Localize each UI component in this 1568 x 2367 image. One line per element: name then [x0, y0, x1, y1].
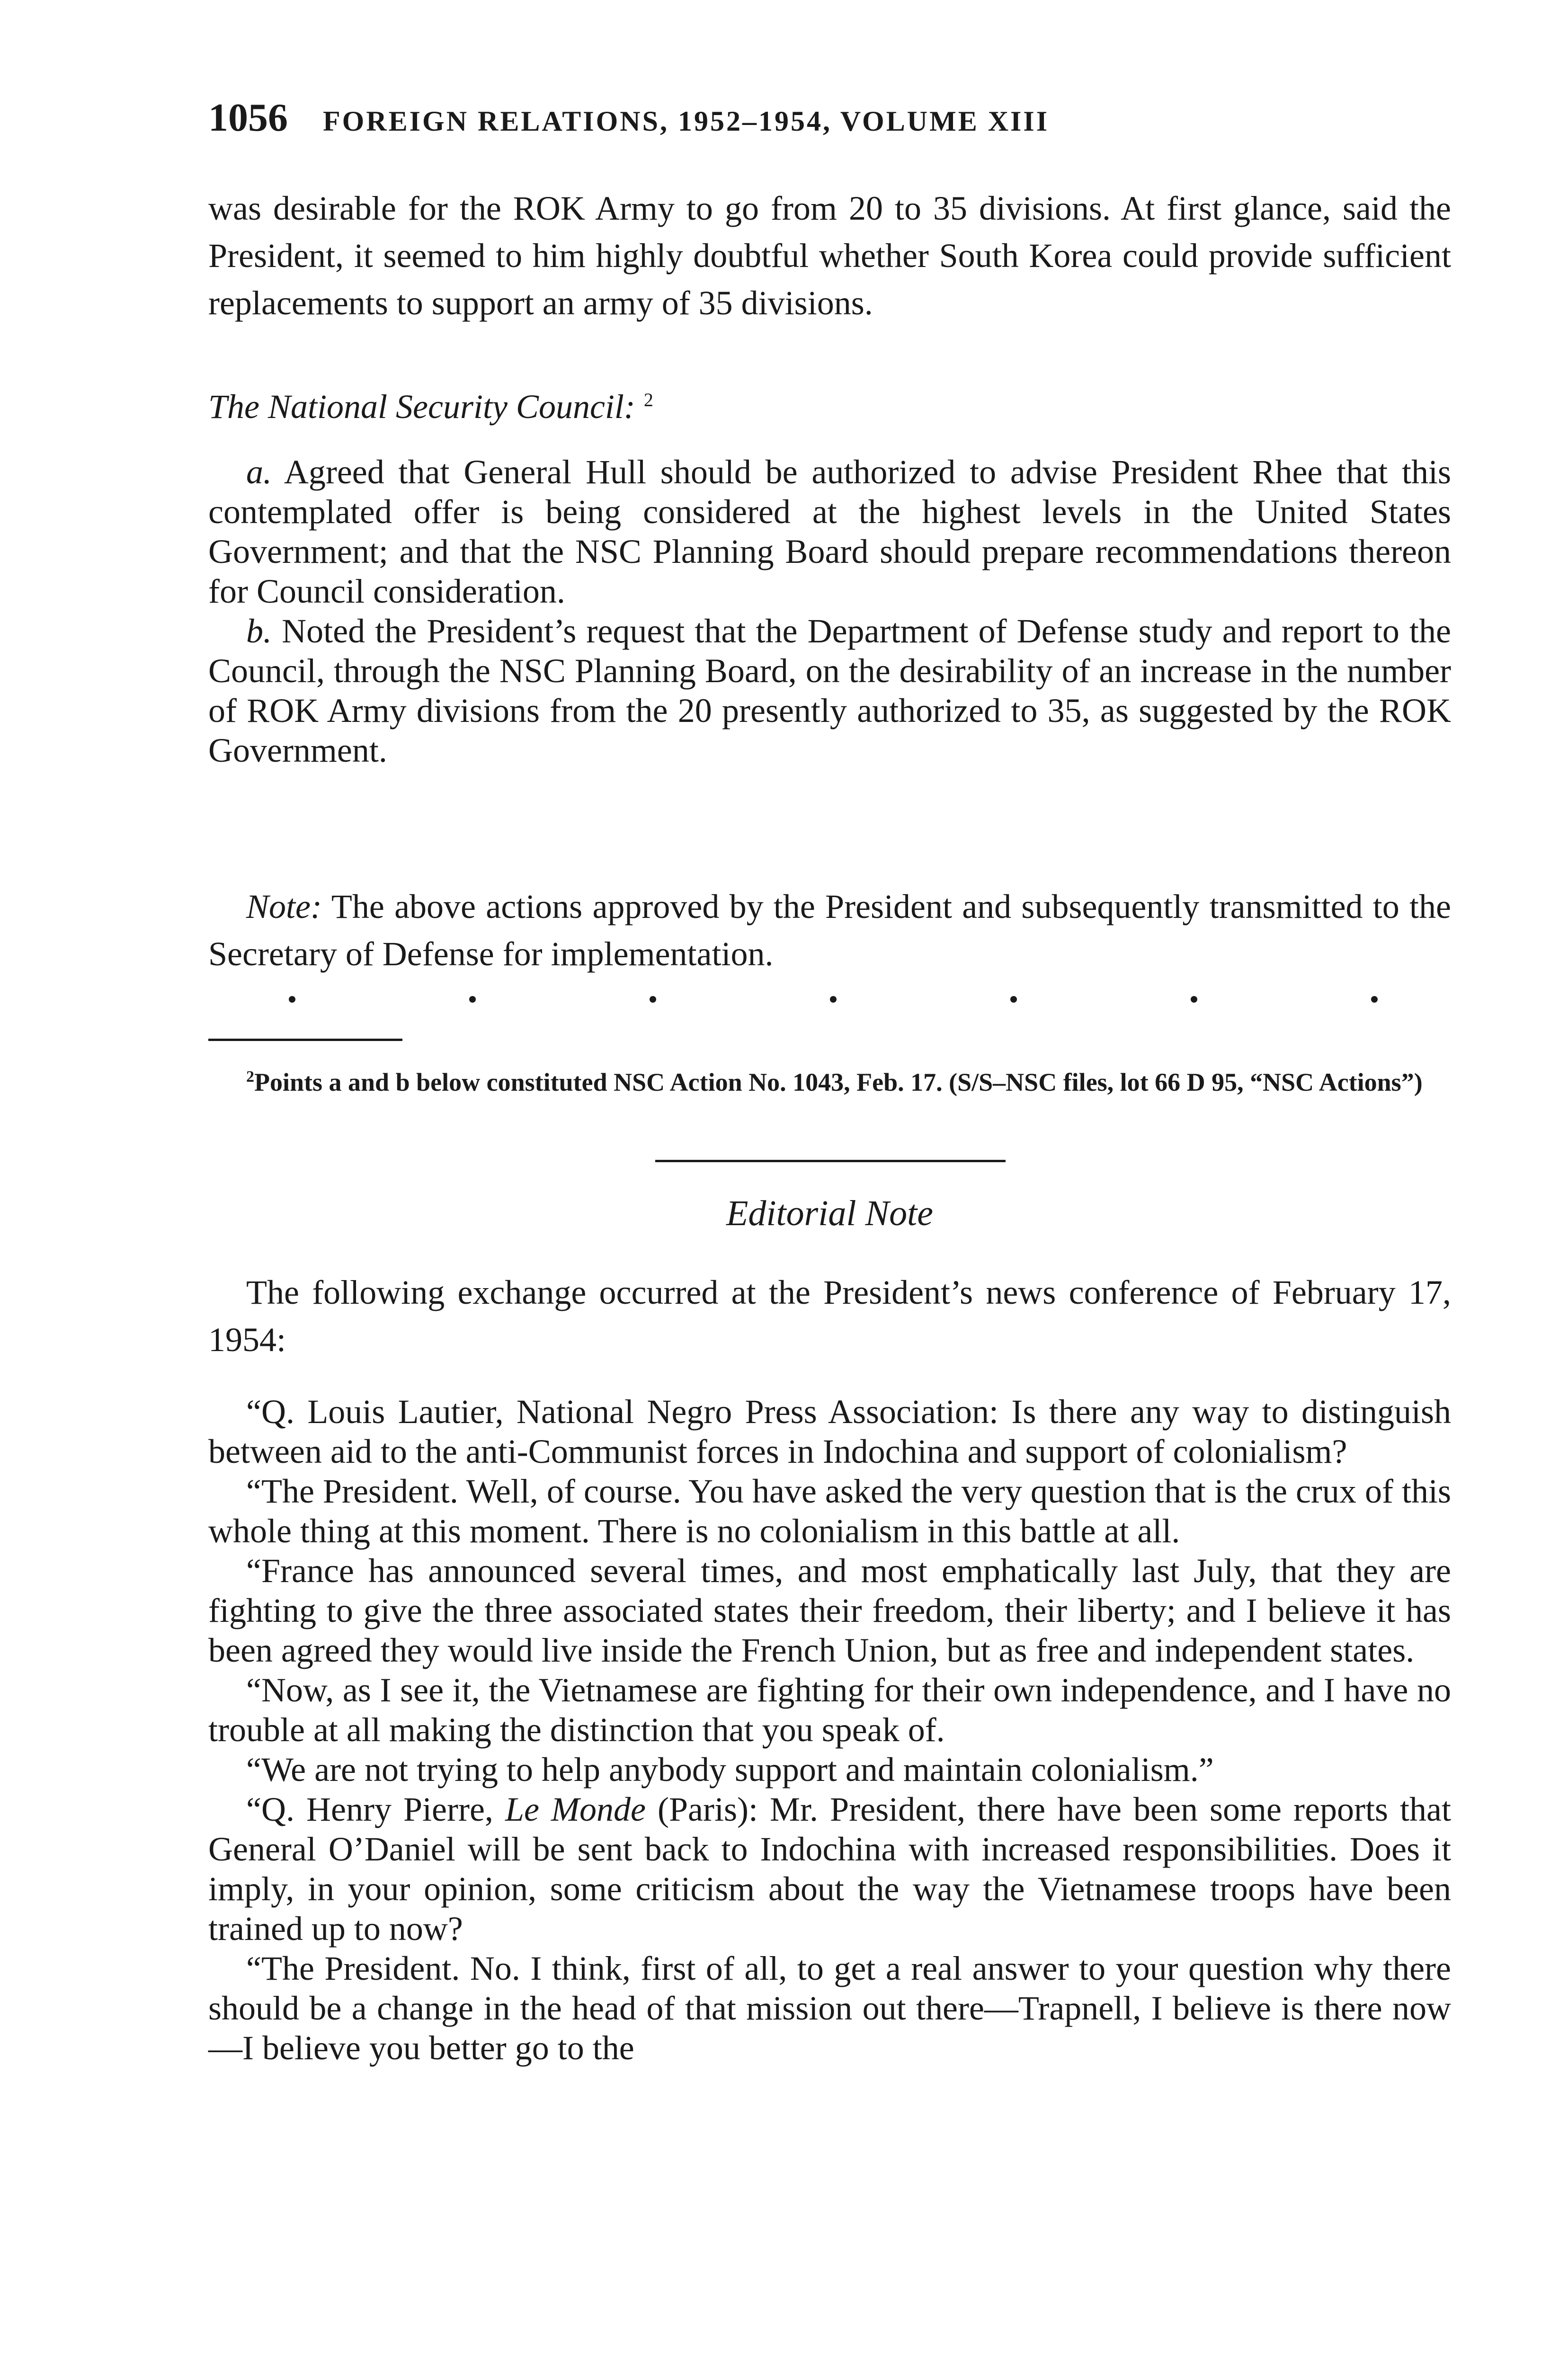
council-heading-text: The National Security Council:: [208, 388, 635, 426]
council-item-a: [208, 452, 1451, 611]
council-actions: [208, 452, 1451, 770]
opening-paragraph: was desirable for the ROK Army to go from 20 to 35 divisions. At first glance, said the President, it seemed to him highly doubtful whether South Korea could provide sufficient replacements to support an army of 35 divisions.: [208, 189, 1451, 322]
transcript-paragraph-pierre: [208, 1789, 1451, 1949]
footnote-paragraph: [208, 1065, 1451, 1099]
editorial-note-heading: Editorial Note: [726, 1193, 933, 1233]
editorial-intro-paragraph: The following exchange occurred at the President’s news conference of February 17, 1954:: [208, 1273, 1451, 1359]
section-divider: [655, 1160, 1006, 1162]
ellipsis-dot: [289, 996, 295, 1003]
opening-paragraph-block: [208, 185, 1451, 327]
transcript-paragraph: “Q. Louis Lautier, National Negro Press Association: Is there any way to distinguish between aid to the anti-Communist forces in Indochina and support of colonialism?: [208, 1393, 1451, 1470]
ellipsis-dot: [1371, 996, 1378, 1003]
footnote-divider: [208, 1039, 402, 1041]
footnote-text: Points a and b below constituted NSC Action No. 1043, Feb. 17. (S/S–NSC files, lot 66 D 95, “NSC Actions”): [254, 1068, 1423, 1096]
footnote-marker-reference: 2: [643, 389, 653, 410]
page-number: 1056: [208, 96, 288, 140]
item-letter-b: b.: [246, 612, 272, 650]
ellipsis-dot: [469, 996, 476, 1003]
omission-ellipsis: [289, 996, 1378, 1015]
pierre-question-intro: “Q. Henry Pierre,: [246, 1790, 505, 1828]
council-heading: [208, 387, 1451, 427]
transcript-paragraph: “The President. Well, of course. You have asked the very question that is the crux of this whole thing at this moment. There is no colonialism in this battle at all.: [208, 1472, 1451, 1550]
council-item-b: [208, 611, 1451, 770]
ellipsis-dot: [1191, 996, 1197, 1003]
transcript-paragraph: “We are not trying to help anybody support and maintain colonialism.”: [246, 1751, 1214, 1789]
item-text-a: Agreed that General Hull should be authorized to advise President Rhee that this contemplated offer is being considered at the highest levels in the United States Government; and that the NSC Planning Board should prepare recommendations thereon for Council consideration.: [208, 453, 1451, 610]
transcript-paragraph-final: “The President. No. I think, first of all, to get a real answer to your question why there should be a change in the head of that mission out there—Trapnell, I believe is there now—I believe you better go to the: [208, 1949, 1451, 2067]
note-text: The above actions approved by the President and subsequently transmitted to the Secretary of Defense for implementation.: [208, 888, 1452, 973]
note-block: [208, 883, 1451, 978]
page-header: [208, 95, 1453, 147]
running-title: FOREIGN RELATIONS, 1952–1954, VOLUME XIII: [323, 106, 1050, 137]
ellipsis-dot: [650, 996, 656, 1003]
footnote-marker: 2: [246, 1068, 254, 1086]
editorial-intro-block: [208, 1269, 1451, 1363]
footnote: [208, 1065, 1451, 1099]
ellipsis-dot: [830, 996, 837, 1003]
item-text-b: Noted the President’s request that the Department of Defense study and report to the Council, through the NSC Planning Board, on the desirability of an increase in the number of ROK Army divisions from the 20 presently authorized to 35, as suggested by the ROK Government.: [208, 612, 1452, 769]
transcript-paragraph: “France has announced several times, and most emphatically last July, that they are fighting to give the three associated states their freedom, their liberty; and I believe it has been agreed they would live inside the French Union, but as free and independent states.: [208, 1552, 1451, 1669]
note-paragraph: [208, 883, 1451, 978]
note-label: Note:: [246, 888, 322, 925]
item-letter-a: a.: [246, 453, 272, 491]
news-conference-transcript: [208, 1392, 1451, 2068]
publication-name: Le Monde: [505, 1790, 646, 1828]
ellipsis-dot: [1010, 996, 1017, 1003]
pierre-question-text: (Paris): Mr. President, there have been some reports that General O’Daniel will be sent back to Indochina with increased responsibilities. Does it imply, in your opinion, some criticism about the way the Vietnamese troops have been trained up to now?: [208, 1790, 1452, 1948]
transcript-paragraph: “Now, as I see it, the Vietnamese are fighting for their own independence, and I have no trouble at all making the distinction that you speak of.: [208, 1671, 1451, 1749]
